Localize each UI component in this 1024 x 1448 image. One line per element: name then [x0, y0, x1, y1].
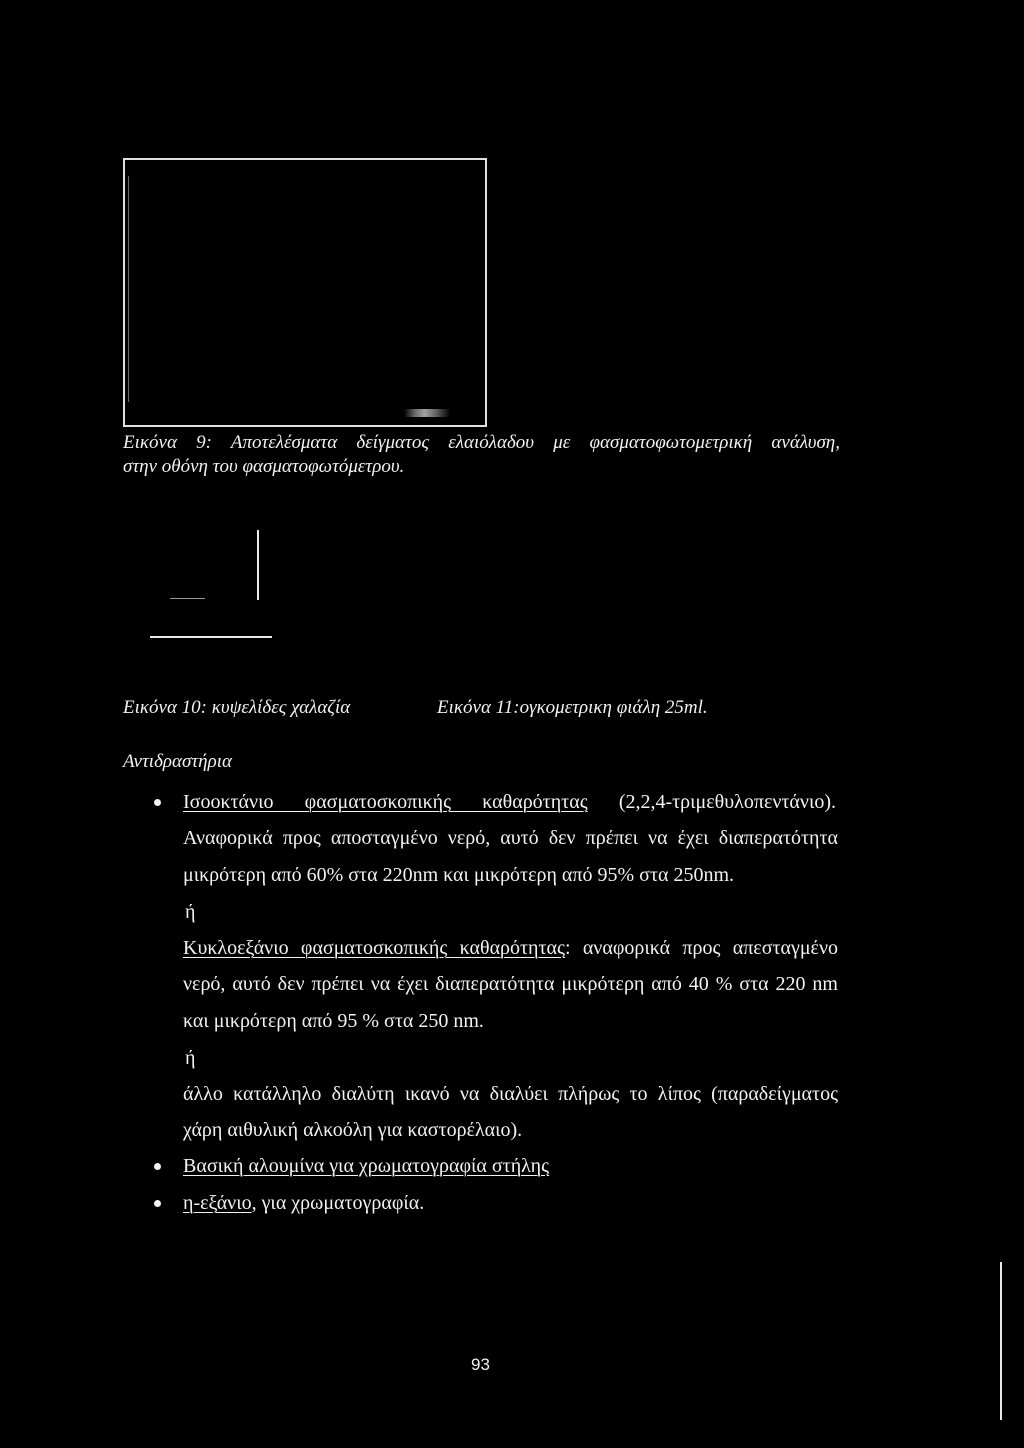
- figure-10-baseline-mark: [150, 636, 272, 638]
- hexane-line: [183, 1191, 424, 1215]
- alumina-line: [183, 1154, 549, 1178]
- isooctane-line-3: μικρότερη από 60% στα 220nm και μικρότερη από 95% στα 250nm.: [183, 864, 735, 886]
- bullet-alumina: [154, 1163, 161, 1170]
- scan-artifact: [404, 409, 450, 417]
- bullet-isooctane: [154, 799, 161, 806]
- figure-10-vertical-mark: [257, 530, 259, 600]
- margin-scan-line: [1000, 1262, 1002, 1420]
- hexane-rest: , για χρωματογραφία.: [251, 1192, 425, 1214]
- bullet-hexane: [154, 1200, 161, 1207]
- cyclohexane-rest: : αναφορικά προς απεσταγμένο: [564, 937, 839, 959]
- isooctane-line-2: Αναφορικά προς αποσταγμένο νερό, αυτό δεν πρέπει να έχει διαπερατότητα: [183, 827, 838, 849]
- isooctane-formula: (2,2,4-τριμεθυλοπεντάνιο).: [587, 791, 836, 813]
- figure-9-caption-line-2: στην οθόνη του φασματοφωτόμετρου.: [123, 456, 405, 477]
- isooctane-name: Ισοοκτάνιο φασματοσκοπικής καθαρότητας: [183, 791, 588, 813]
- cyclohexane-line-2: νερό, αυτό δεν πρέπει να έχει διαπερατότητα μικρότερη από 40 % στα 220 nm: [183, 973, 838, 995]
- cyclohexane-line-3: και μικρότερη από 95 % στα 250 nm.: [183, 1010, 484, 1032]
- alumina-name: Βασική αλουμίνα για χρωματογραφία στήλης: [183, 1155, 550, 1177]
- figure-9-inner-line: [128, 176, 129, 402]
- figure-10-caption: Εικόνα 10: κυψελίδες χαλαζία: [123, 697, 351, 718]
- or-separator-1: ή: [185, 901, 196, 923]
- or-separator-2: ή: [185, 1047, 196, 1069]
- cyclohexane-line-1: [183, 936, 838, 960]
- figure-11-caption: Εικόνα 11:ογκομετρικη φιάλη 25ml.: [437, 697, 708, 718]
- page-number: 93: [471, 1355, 490, 1374]
- reagents-heading: Αντιδραστήρια: [123, 751, 232, 772]
- hexane-name: η-εξάνιο: [183, 1192, 252, 1214]
- cyclohexane-name: Κυκλοεξάνιο φασματοσκοπικής καθαρότητας: [183, 937, 565, 959]
- isooctane-line-1: [183, 790, 836, 814]
- figure-9-caption-line-1: Εικόνα 9: Αποτελέσματα δείγματος ελαιόλαδου με φασματοφωτομετρική ανάλυση,: [123, 432, 840, 453]
- other-solvent-line-1: άλλο κατάλληλο διαλύτη ικανό να διαλύει πλήρως το λίπος (παραδείγματος: [183, 1083, 838, 1105]
- figure-9-image-frame: [123, 158, 487, 427]
- figure-10-short-mark: [170, 598, 205, 599]
- other-solvent-line-2: χάρη αιθυλική αλκοόλη για καστορέλαιο).: [183, 1119, 523, 1141]
